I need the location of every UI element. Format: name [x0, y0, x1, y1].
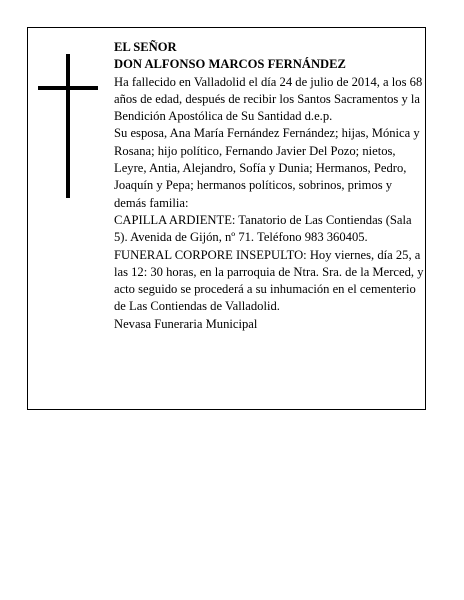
funeral-home: Nevasa Funeraria Municipal: [114, 316, 258, 331]
chapel-info: CAPILLA ARDIENTE: Tanatorio de Las Contiendas (Sala 5). Avenida de Gijón, nº 71. Teléfono 983 360405.: [114, 212, 412, 245]
latin-cross-icon: [38, 54, 98, 198]
notice-title: EL SEÑOR: [114, 40, 177, 54]
family-list: Su esposa, Ana María Fernández Fernández; hijas, Mónica y Rosana; hijo político, Fernando Javier Del Pozo; nietos, Leyre, Antia, Alejandro, Sofía y Dunia; Hermanos, Pedro, Joaquín y Pepa; hermanos políticos, sobrinos, primos y demás familia:: [114, 126, 420, 210]
cross-vertical-bar: [66, 54, 70, 198]
cross-horizontal-bar: [38, 86, 98, 90]
death-announcement: Ha fallecido en Valladolid el día 24 de julio de 2014, a los 68 años de edad, después de recibir los Santos Sacramentos y la Bendición Apostólica de Su Santidad d.e.p.: [114, 74, 423, 124]
deceased-name: DON ALFONSO MARCOS FERNÁNDEZ: [114, 57, 346, 72]
funeral-info: FUNERAL CORPORE INSEPULTO: Hoy viernes, día 25, a las 12: 30 horas, en la parroquia de Ntra. Sra. de la Merced, y acto seguido se procederá a su inhumación en el cementerio de Las Contiendas de Valladolid.: [114, 247, 424, 314]
notice-text: [114, 39, 426, 333]
obituary-notice: [27, 27, 426, 410]
